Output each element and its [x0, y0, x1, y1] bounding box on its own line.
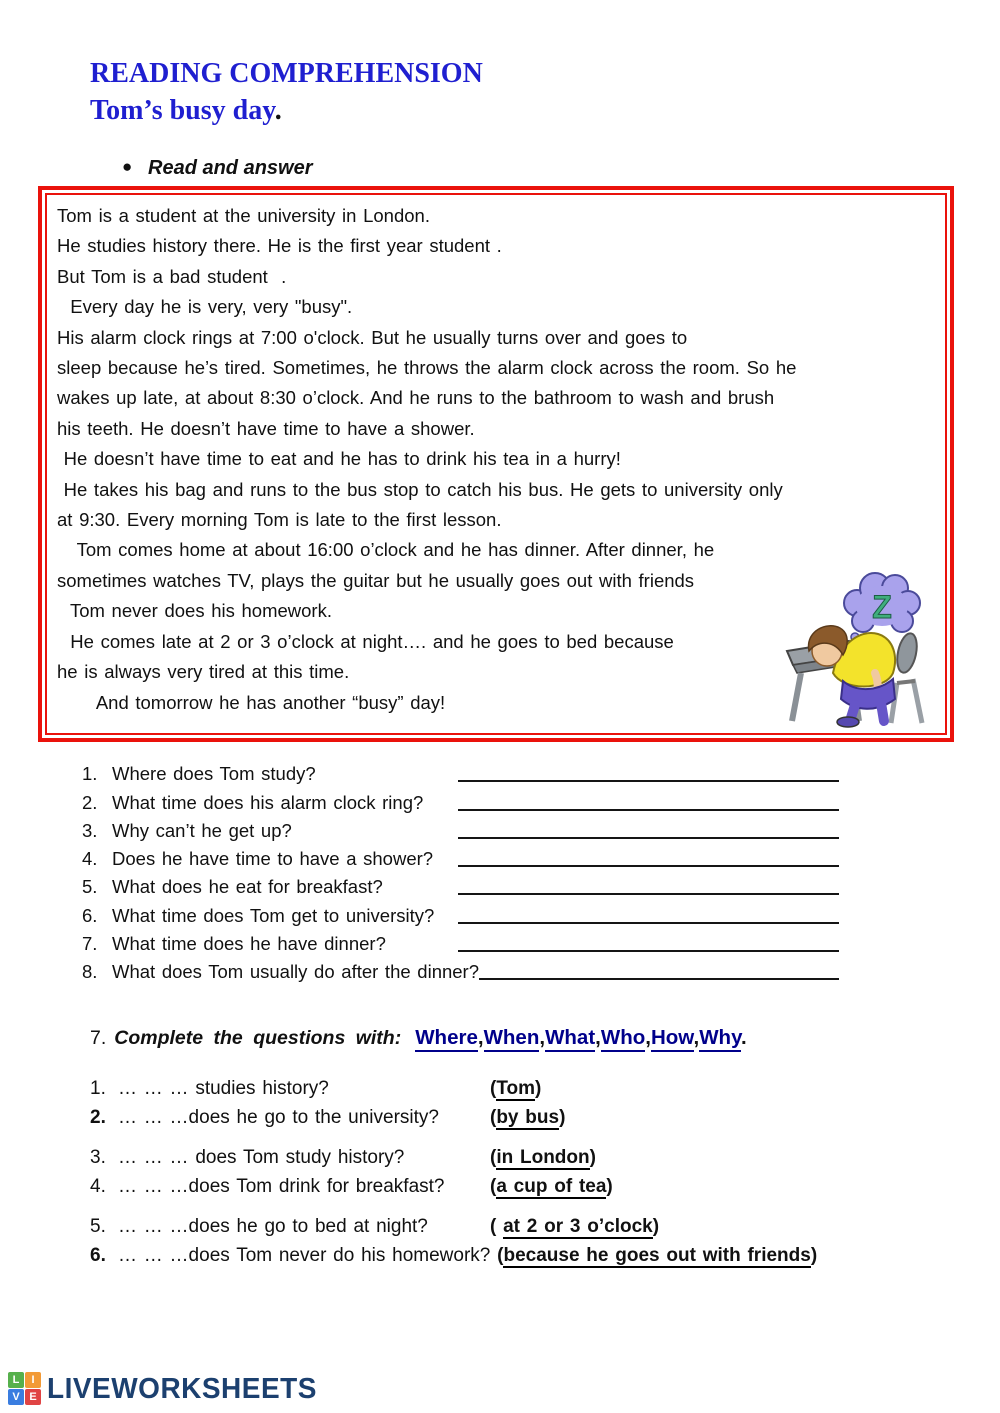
questions-list — [82, 757, 839, 983]
logo-square-v: V — [8, 1389, 24, 1405]
answer-blank[interactable] — [458, 865, 839, 867]
question-number: 3. — [82, 819, 98, 841]
answer-paren-close: ) — [535, 1078, 542, 1099]
wh-separator: , — [539, 1026, 546, 1049]
wh-separator: , — [693, 1026, 700, 1049]
answer-paren-close: ) — [589, 1147, 596, 1168]
question-text: What time does Tom get to university? — [112, 904, 435, 926]
wh-option: Where — [415, 1026, 478, 1052]
answer-paren-open: ( — [490, 1078, 497, 1099]
item-answer — [490, 1074, 541, 1103]
passage-line: He studies history there. He is the first year student . — [57, 235, 502, 257]
bullet-icon: ● — [122, 157, 133, 176]
zzz-sleep-text: Z — [872, 589, 892, 625]
answer-text: in London — [496, 1147, 590, 1168]
answer-blank[interactable] — [458, 950, 839, 952]
logo-square-e: E — [25, 1389, 41, 1405]
answer-paren-close: ) — [606, 1176, 613, 1197]
passage-line: he is always very tired at this time. — [57, 661, 350, 683]
question-row — [82, 842, 839, 870]
passage-line: Tom is a student at the university in London. — [57, 205, 430, 226]
answer-text: because he goes out with friends — [503, 1245, 811, 1266]
answer-paren-close: ) — [652, 1216, 660, 1237]
passage-line: But Tom is a bad student . — [57, 265, 287, 287]
answer-blank[interactable] — [458, 922, 839, 924]
item-number: 2. — [90, 1107, 106, 1128]
item-question[interactable]: … … …does he go to the university? — [118, 1107, 439, 1128]
passage-line: at 9:30. Every morning Tom is late to the first lesson. — [57, 509, 502, 531]
sleeping-student-illustration — [785, 571, 933, 729]
wh-options — [415, 1026, 746, 1049]
wh-terminator: . — [740, 1026, 747, 1049]
item-answer — [497, 1241, 817, 1270]
complete-item-row — [90, 1212, 950, 1241]
section7-heading — [90, 1026, 747, 1050]
wh-option: Who — [601, 1026, 645, 1052]
wh-option: How — [651, 1026, 694, 1052]
question-number: 6. — [82, 904, 98, 926]
question-number: 5. — [82, 876, 98, 898]
liveworksheets-logo[interactable] — [8, 1372, 317, 1405]
question-text: What does Tom usually do after the dinner? — [112, 961, 480, 983]
answer-blank[interactable] — [458, 809, 839, 811]
question-number: 7. — [82, 933, 98, 955]
question-row — [82, 955, 839, 983]
passage-line: wakes up late, at about 8:30 o’clock. And he runs to the bathroom to wash and brush — [57, 387, 775, 409]
question-text: Why can’t he get up? — [112, 819, 292, 841]
complete-item-row — [90, 1103, 950, 1132]
question-row — [82, 927, 839, 955]
wh-separator: , — [645, 1026, 651, 1049]
subtitle-period: . — [274, 94, 282, 126]
answer-blank[interactable] — [458, 837, 839, 839]
page-title: READING COMPREHENSION — [90, 58, 483, 89]
passage-line: Every day he is very, very "busy". — [57, 296, 353, 318]
item-question[interactable]: … … …does Tom drink for breakfast? — [118, 1176, 445, 1197]
passage-line: He comes late at 2 or 3 o’clock at night…. and he goes to bed because — [57, 630, 674, 652]
page-subtitle: Tom’s busy day. — [90, 94, 282, 126]
item-answer — [490, 1143, 596, 1172]
answer-blank[interactable] — [458, 780, 839, 782]
passage-line: Tom never does his homework. — [57, 600, 332, 622]
chair-icon — [891, 632, 922, 723]
complete-items-list — [90, 1074, 950, 1270]
question-number: 1. — [82, 763, 98, 785]
question-number: 4. — [82, 848, 98, 870]
passage-line: He doesn’t have time to eat and he has to drink his tea in a hurry! — [57, 448, 621, 470]
instruction-label: Read and answer — [148, 157, 313, 179]
answer-text: by bus — [496, 1107, 560, 1128]
item-number: 6. — [90, 1245, 106, 1266]
section7-number: 7. — [90, 1027, 107, 1049]
passage-line: his teeth. He doesn’t have time to have a shower. — [57, 417, 475, 439]
passage-line: And tomorrow he has another “busy” day! — [57, 691, 446, 713]
item-answer — [490, 1212, 659, 1241]
wh-option: What — [545, 1026, 595, 1052]
question-text: Does he have time to have a shower? — [112, 848, 434, 870]
answer-blank[interactable] — [458, 893, 839, 895]
question-row — [82, 757, 839, 785]
question-row — [82, 870, 839, 898]
question-number: 8. — [82, 961, 98, 983]
item-number: 3. — [90, 1147, 106, 1168]
complete-item-row — [90, 1241, 950, 1270]
passage-line: sleep because he’s tired. Sometimes, he throws the alarm clock across the room. So he — [57, 357, 797, 379]
question-row — [82, 898, 839, 926]
item-question[interactable]: … … …does Tom never do his homework? — [118, 1245, 498, 1266]
wh-option: When — [484, 1026, 540, 1052]
section7-title: Complete the questions with: — [114, 1027, 402, 1049]
instruction-row — [122, 157, 313, 180]
item-number: 1. — [90, 1078, 106, 1099]
question-row — [82, 785, 839, 813]
page-title-block — [90, 56, 483, 130]
answer-blank[interactable] — [479, 978, 839, 980]
passage-line: Tom comes home at about 16:00 o’clock and he has dinner. After dinner, he — [57, 539, 715, 561]
answer-paren-open: ( — [490, 1176, 497, 1197]
logo-wordmark: LIVEWORKSHEETS — [47, 1372, 317, 1404]
answer-paren-close: ) — [559, 1107, 566, 1128]
question-number: 2. — [82, 791, 98, 813]
passage-line: His alarm clock rings at 7:00 o'clock. But he usually turns over and goes to — [57, 326, 688, 348]
item-question[interactable]: … … … studies history? — [118, 1078, 329, 1099]
answer-text: a cup of tea — [496, 1176, 607, 1197]
logo-squares — [8, 1372, 41, 1405]
wh-option: Why — [699, 1026, 741, 1052]
logo-square-i: I — [25, 1372, 41, 1388]
question-row — [82, 814, 839, 842]
complete-item-row — [90, 1143, 950, 1172]
question-text: What does he eat for breakfast? — [112, 876, 383, 898]
answer-text: at 2 or 3 o’clock — [503, 1216, 653, 1237]
item-answer — [490, 1172, 613, 1201]
item-number: 4. — [90, 1176, 106, 1197]
answer-paren-open: ( — [490, 1107, 497, 1128]
complete-item-row — [90, 1074, 950, 1103]
wh-separator: , — [595, 1026, 601, 1049]
answer-paren-open: ( — [490, 1216, 504, 1237]
item-number: 5. — [90, 1216, 106, 1237]
item-answer — [490, 1103, 565, 1132]
passage-line: He takes his bag and runs to the bus stop to catch his bus. He gets to university only — [57, 478, 783, 500]
sleeping-boy-icon — [809, 626, 896, 727]
reading-passage-box — [38, 186, 954, 742]
question-text: What time does he have dinner? — [112, 933, 386, 955]
wh-separator: , — [477, 1026, 484, 1049]
question-text: Where does Tom study? — [112, 763, 316, 785]
passage-line: sometimes watches TV, plays the guitar but he usually goes out with friends — [57, 569, 695, 591]
item-question[interactable]: … … … does Tom study history? — [118, 1147, 405, 1168]
question-text: What time does his alarm clock ring? — [112, 791, 424, 813]
answer-paren-close: ) — [810, 1245, 818, 1266]
item-question[interactable]: … … …does he go to bed at night? — [118, 1216, 428, 1237]
answer-paren-open: ( — [490, 1147, 497, 1168]
complete-item-row — [90, 1172, 950, 1201]
answer-text: Tom — [496, 1078, 536, 1099]
logo-square-l: L — [8, 1372, 24, 1388]
answer-paren-open: ( — [497, 1245, 504, 1266]
reading-passage-inner — [45, 193, 947, 735]
